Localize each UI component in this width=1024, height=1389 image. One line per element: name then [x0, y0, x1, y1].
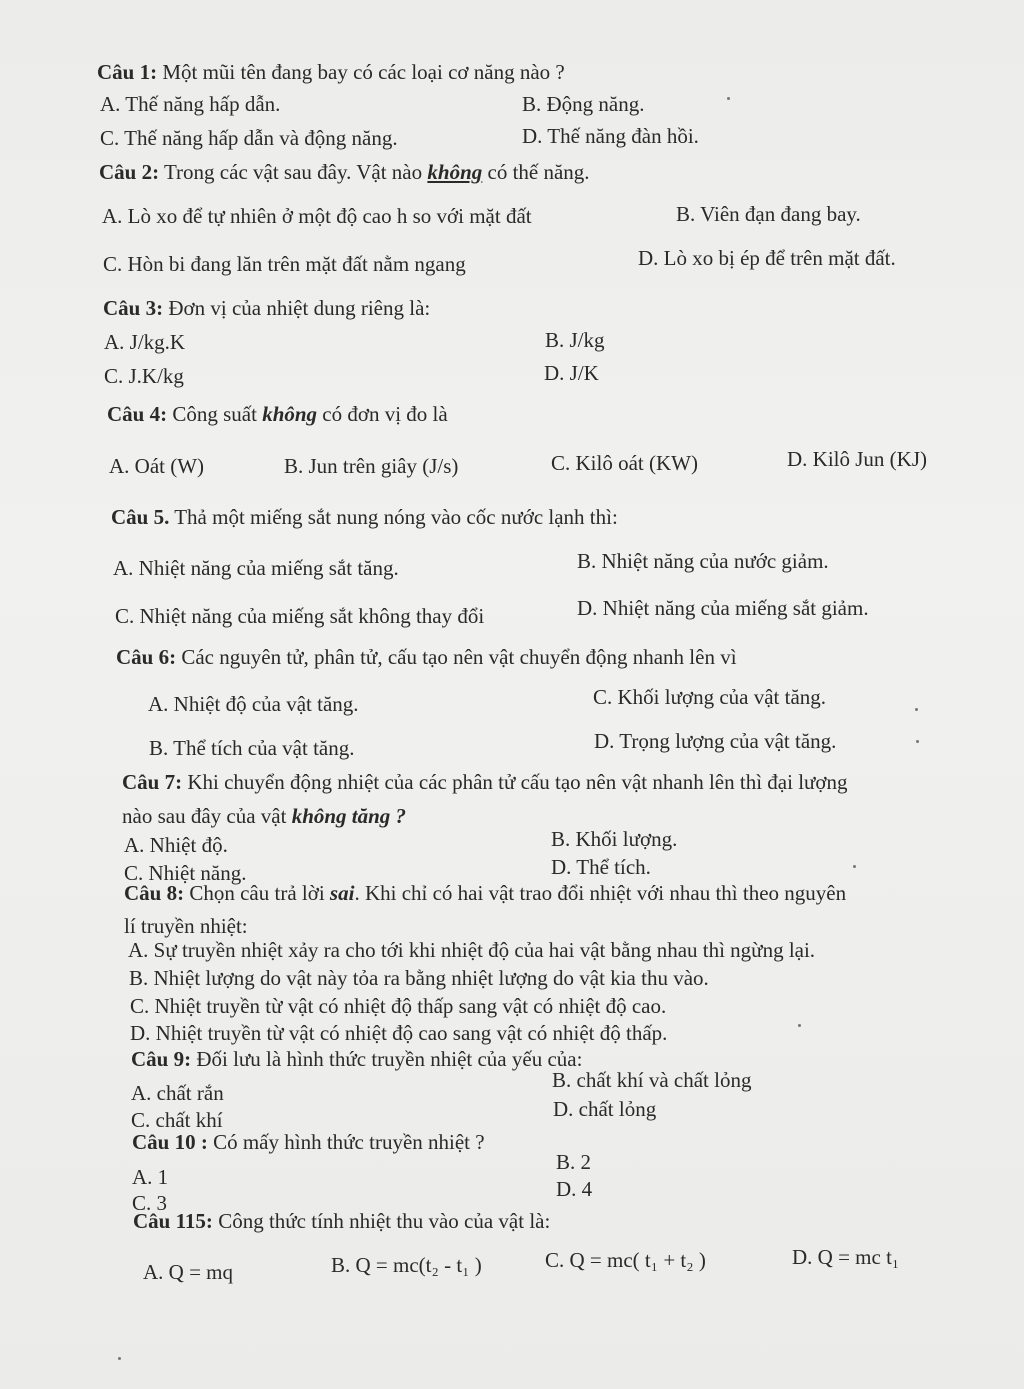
q1-option-b: B. Động năng. [522, 92, 645, 116]
q115-option-d: D. Q = mc t₁ [792, 1245, 900, 1269]
question-3-label: Câu 3: [103, 296, 164, 320]
q3-option-b: B. J/kg [545, 328, 605, 352]
question-2-emphasis: không [427, 160, 483, 184]
q6-option-b: B. Thể tích của vật tăng. [149, 736, 355, 760]
q115-option-c: C. Q = mc( t₁ + t₂ ) [545, 1248, 706, 1272]
q7-option-d: D. Thể tích. [551, 855, 651, 879]
question-1-label: Câu 1: [97, 60, 158, 84]
q8-option-a: A. Sự truyền nhiệt xảy ra cho tới khi nhiệt độ của hai vật bằng nhau thì ngừng lại. [128, 938, 816, 962]
q2-option-c: C. Hòn bi đang lăn trên mặt đất nằm ngang [103, 252, 466, 276]
question-4-text-after: có đơn vị đo là [317, 402, 448, 426]
q5-option-a: A. Nhiệt năng của miếng sắt tăng. [113, 556, 399, 580]
paper-speck [798, 1024, 801, 1027]
question-115-label: Câu 115: [133, 1209, 213, 1233]
paper-speck [727, 97, 730, 100]
question-4 [107, 402, 448, 427]
question-8-emphasis: sai [329, 881, 355, 905]
question-2-label: Câu 2: [99, 160, 160, 184]
question-7-label: Câu 7: [122, 770, 183, 794]
paper-speck [118, 1357, 121, 1360]
paper-speck [916, 740, 919, 743]
q8-option-c: C. Nhiệt truyền từ vật có nhiệt độ thấp sang vật có nhiệt độ cao. [130, 994, 667, 1018]
paper-speck [853, 865, 856, 868]
question-7-text: Khi chuyển động nhiệt của các phân tử cấu tạo nên vật nhanh lên thì đại lượng [182, 770, 848, 794]
question-115 [133, 1209, 550, 1234]
question-4-label: Câu 4: [107, 402, 168, 426]
q115-option-a: A. Q = mq [143, 1260, 234, 1284]
q5-option-d: D. Nhiệt năng của miếng sắt giảm. [577, 596, 869, 620]
question-2-text-before: Trong các vật sau đây. Vật nào [159, 160, 428, 184]
q7-option-a: A. Nhiệt độ. [124, 833, 228, 857]
question-8-line-1 [124, 881, 846, 906]
q2-option-a: A. Lò xo để tự nhiên ở một độ cao h so với mặt đất [102, 204, 532, 228]
q7-option-c: C. Nhiệt năng. [124, 861, 247, 885]
q9-option-d: D. chất lỏng [553, 1097, 657, 1121]
q2-option-d: D. Lò xo bị ép để trên mặt đất. [638, 246, 896, 270]
q3-option-c: C. J.K/kg [104, 364, 184, 388]
question-7-line-2 [122, 804, 406, 829]
question-9 [131, 1047, 582, 1072]
question-10-label: Câu 10 : [132, 1130, 208, 1154]
q1-option-a: A. Thế năng hấp dẫn. [100, 92, 281, 116]
question-6-label: Câu 6: [116, 645, 177, 669]
question-7-line-1 [122, 770, 848, 795]
question-6-text: Các nguyên tử, phân tử, cấu tạo nên vật chuyển động nhanh lên vì [176, 645, 737, 669]
q5-option-b: B. Nhiệt năng của nước giảm. [577, 549, 829, 573]
q4-option-c: C. Kilô oát (KW) [551, 451, 698, 475]
q7-option-b: B. Khối lượng. [551, 827, 678, 851]
question-4-text-before: Công suất [167, 402, 263, 426]
question-8-text-before: Chọn câu trả lời [184, 881, 330, 905]
q4-option-a: A. Oát (W) [109, 454, 205, 478]
q3-option-a: A. J/kg.K [104, 330, 186, 354]
q4-option-d: D. Kilô Jun (KJ) [787, 447, 927, 471]
q9-option-b: B. chất khí và chất lỏng [552, 1068, 752, 1092]
question-3 [103, 296, 430, 321]
q6-option-a: A. Nhiệt độ của vật tăng. [148, 692, 359, 716]
q6-option-d: D. Trọng lượng của vật tăng. [594, 729, 837, 753]
question-10 [132, 1130, 485, 1155]
question-8-text-after: . Khi chỉ có hai vật trao đổi nhiệt với nhau thì theo nguyên [354, 881, 847, 905]
question-10-text: Có mấy hình thức truyền nhiệt ? [207, 1130, 485, 1154]
question-3-text: Đơn vị của nhiệt dung riêng là: [163, 296, 431, 320]
question-115-text: Công thức tính nhiệt thu vào của vật là: [212, 1209, 551, 1233]
q1-option-c: C. Thế năng hấp dẫn và động năng. [100, 126, 398, 150]
q3-option-d: D. J/K [544, 361, 599, 385]
question-4-emphasis: không [262, 402, 318, 426]
question-2 [99, 160, 590, 185]
question-1 [97, 60, 565, 85]
question-2-text-after: có thế năng. [482, 160, 590, 184]
q10-option-c: C. 3 [132, 1191, 168, 1215]
q9-option-c: C. chất khí [131, 1108, 223, 1132]
q8-option-b: B. Nhiệt lượng do vật này tỏa ra bằng nhiệt lượng do vật kia thu vào. [129, 966, 709, 990]
question-5 [111, 505, 618, 530]
question-5-label: Câu 5. [111, 505, 170, 529]
question-1-text: Một mũi tên đang bay có các loại cơ năng nào ? [157, 60, 565, 84]
question-8-label: Câu 8: [124, 881, 185, 905]
q10-option-a: A. 1 [132, 1165, 169, 1189]
question-5-text: Thả một miếng sắt nung nóng vào cốc nước lạnh thì: [169, 505, 618, 529]
q10-option-d: D. 4 [556, 1177, 593, 1201]
q115-option-b: B. Q = mc(t₂ - t₁ ) [331, 1253, 482, 1277]
q9-option-a: A. chất rắn [131, 1081, 224, 1105]
paper-speck [915, 708, 918, 711]
question-9-text: Đối lưu là hình thức truyền nhiệt của yếu của: [191, 1047, 583, 1071]
question-8-line-2: lí truyền nhiệt: [124, 914, 248, 938]
q1-option-d: D. Thế năng đàn hồi. [522, 124, 699, 148]
q10-option-b: B. 2 [556, 1150, 592, 1174]
q6-option-c: C. Khối lượng của vật tăng. [593, 685, 827, 709]
q2-option-b: B. Viên đạn đang bay. [676, 202, 861, 226]
question-7-text-before: nào sau đây của vật [122, 804, 292, 828]
question-6 [116, 645, 737, 670]
q8-option-d: D. Nhiệt truyền từ vật có nhiệt độ cao sang vật có nhiệt độ thấp. [130, 1021, 668, 1045]
q5-option-c: C. Nhiệt năng của miếng sắt không thay đổi [115, 604, 485, 628]
q4-option-b: B. Jun trên giây (J/s) [284, 454, 459, 478]
question-7-emphasis: không tăng ? [291, 804, 407, 828]
question-9-label: Câu 9: [131, 1047, 192, 1071]
